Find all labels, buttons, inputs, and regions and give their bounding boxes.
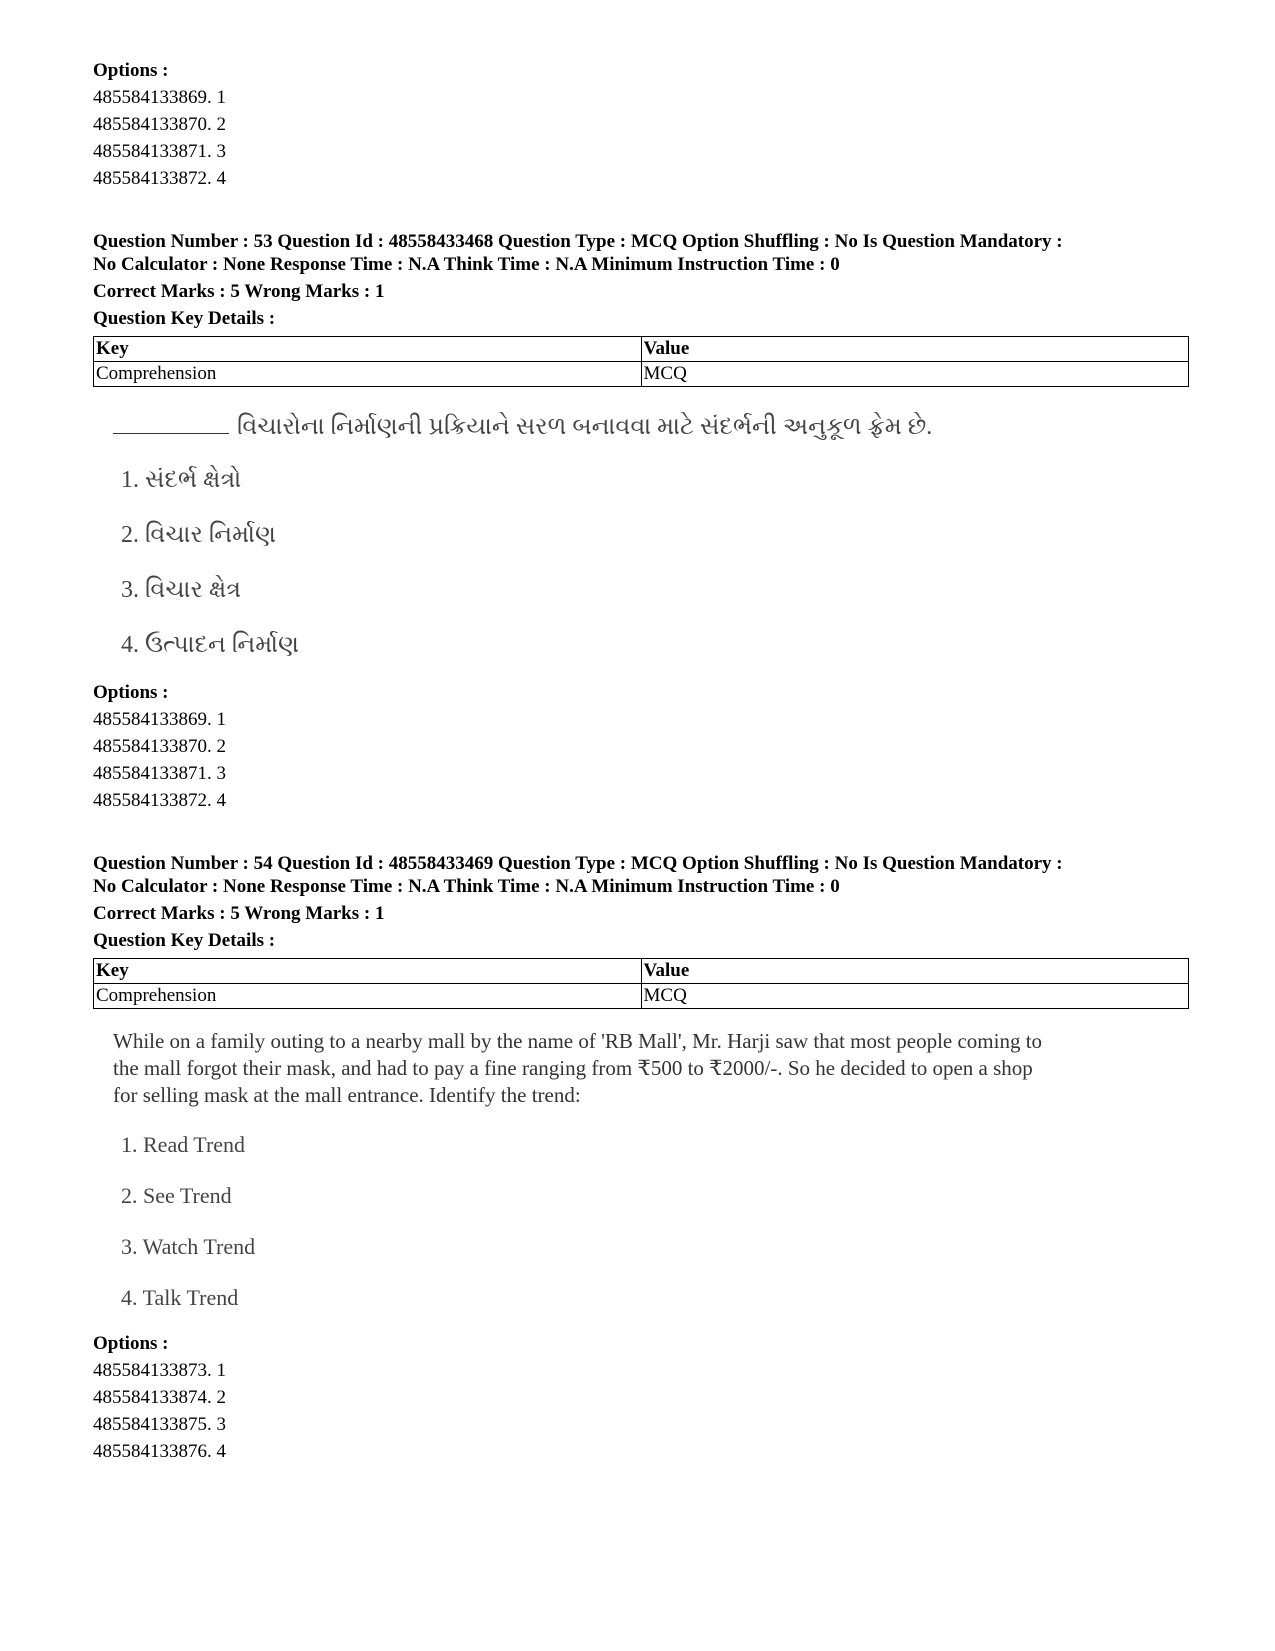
- question-stem: [113, 1028, 1163, 1109]
- table-cell: Comprehension: [94, 984, 642, 1009]
- question-header-line: No Calculator : None Response Time : N.A Think Time : N.A Minimum Instruction Time : 0: [93, 254, 840, 275]
- option-item: 485584133871. 3: [93, 141, 226, 162]
- question-header-line: No Calculator : None Response Time : N.A Think Time : N.A Minimum Instruction Time : 0: [93, 876, 840, 897]
- table-row: [94, 959, 1189, 984]
- options-heading: Options :: [93, 1333, 169, 1354]
- table-row: [94, 362, 1189, 387]
- question-header: [93, 230, 1183, 276]
- choice-item: 1. સંદર્ભ ક્ષેત્રો: [121, 467, 242, 493]
- table-row: [94, 337, 1189, 362]
- key-details-table: [93, 336, 1189, 387]
- table-cell: MCQ: [641, 362, 1189, 387]
- options-list: [93, 706, 226, 814]
- choice-item: 1. Read Trend: [121, 1132, 246, 1157]
- option-item: 485584133871. 3: [93, 763, 226, 784]
- option-item: 485584133870. 2: [93, 114, 226, 135]
- question-marks: Correct Marks : 5 Wrong Marks : 1: [93, 903, 385, 924]
- choice-item: 4. ઉત્પાદન નિર્માણ: [121, 632, 299, 658]
- table-header-cell: Key: [94, 959, 642, 984]
- answer-blank: [113, 415, 229, 434]
- choice-item: 4. Talk Trend: [121, 1285, 239, 1310]
- option-item: 485584133873. 1: [93, 1360, 226, 1381]
- question-stem-line: the mall forgot their mask, and had to pay a fine ranging from ₹500 to ₹2000/-. So he decided to open a shop: [113, 1056, 1033, 1080]
- question-stem-line: While on a family outing to a nearby mall by the name of 'RB Mall', Mr. Harji saw that most people coming to: [113, 1029, 1043, 1053]
- table-header-cell: Key: [94, 337, 642, 362]
- table-cell: MCQ: [641, 984, 1189, 1009]
- table-header-cell: Value: [641, 337, 1189, 362]
- question-stem-line: for selling mask at the mall entrance. Identify the trend:: [113, 1083, 581, 1107]
- table-header-cell: Value: [641, 959, 1189, 984]
- question-header-line: Question Number : 53 Question Id : 48558433468 Question Type : MCQ Option Shuffling : No Is Question Mandatory :: [93, 231, 1063, 252]
- table-cell: Comprehension: [94, 362, 642, 387]
- question-stem-text: વિચારોના નિર્માણની પ્રક્રિયાને સરળ બનાવવા માટે સંદર્ભની અનુકૂળ ફ્રેમ છે.: [237, 414, 933, 440]
- question-header: [93, 852, 1183, 898]
- table-row: [94, 984, 1189, 1009]
- option-item: 485584133872. 4: [93, 790, 226, 811]
- options-heading: Options :: [93, 60, 169, 81]
- key-details-table: [93, 958, 1189, 1009]
- options-list: [93, 84, 226, 192]
- key-details-heading: Question Key Details :: [93, 930, 276, 951]
- question-header-line: Question Number : 54 Question Id : 48558433469 Question Type : MCQ Option Shuffling : No Is Question Mandatory :: [93, 853, 1063, 874]
- option-item: 485584133876. 4: [93, 1441, 226, 1462]
- question-marks: Correct Marks : 5 Wrong Marks : 1: [93, 281, 385, 302]
- choice-item: 2. વિચાર નિર્માણ: [121, 522, 276, 548]
- choice-item: 3. વિચાર ક્ષેત્ર: [121, 577, 242, 603]
- option-item: 485584133869. 1: [93, 709, 226, 730]
- option-item: 485584133872. 4: [93, 168, 226, 189]
- question-stem: [113, 412, 932, 442]
- option-item: 485584133875. 3: [93, 1414, 226, 1435]
- options-list: [93, 1357, 226, 1465]
- key-details-heading: Question Key Details :: [93, 308, 276, 329]
- option-item: 485584133874. 2: [93, 1387, 226, 1408]
- option-item: 485584133869. 1: [93, 87, 226, 108]
- choice-item: 2. See Trend: [121, 1183, 232, 1208]
- choice-item: 3. Watch Trend: [121, 1234, 256, 1259]
- options-heading: Options :: [93, 682, 169, 703]
- option-item: 485584133870. 2: [93, 736, 226, 757]
